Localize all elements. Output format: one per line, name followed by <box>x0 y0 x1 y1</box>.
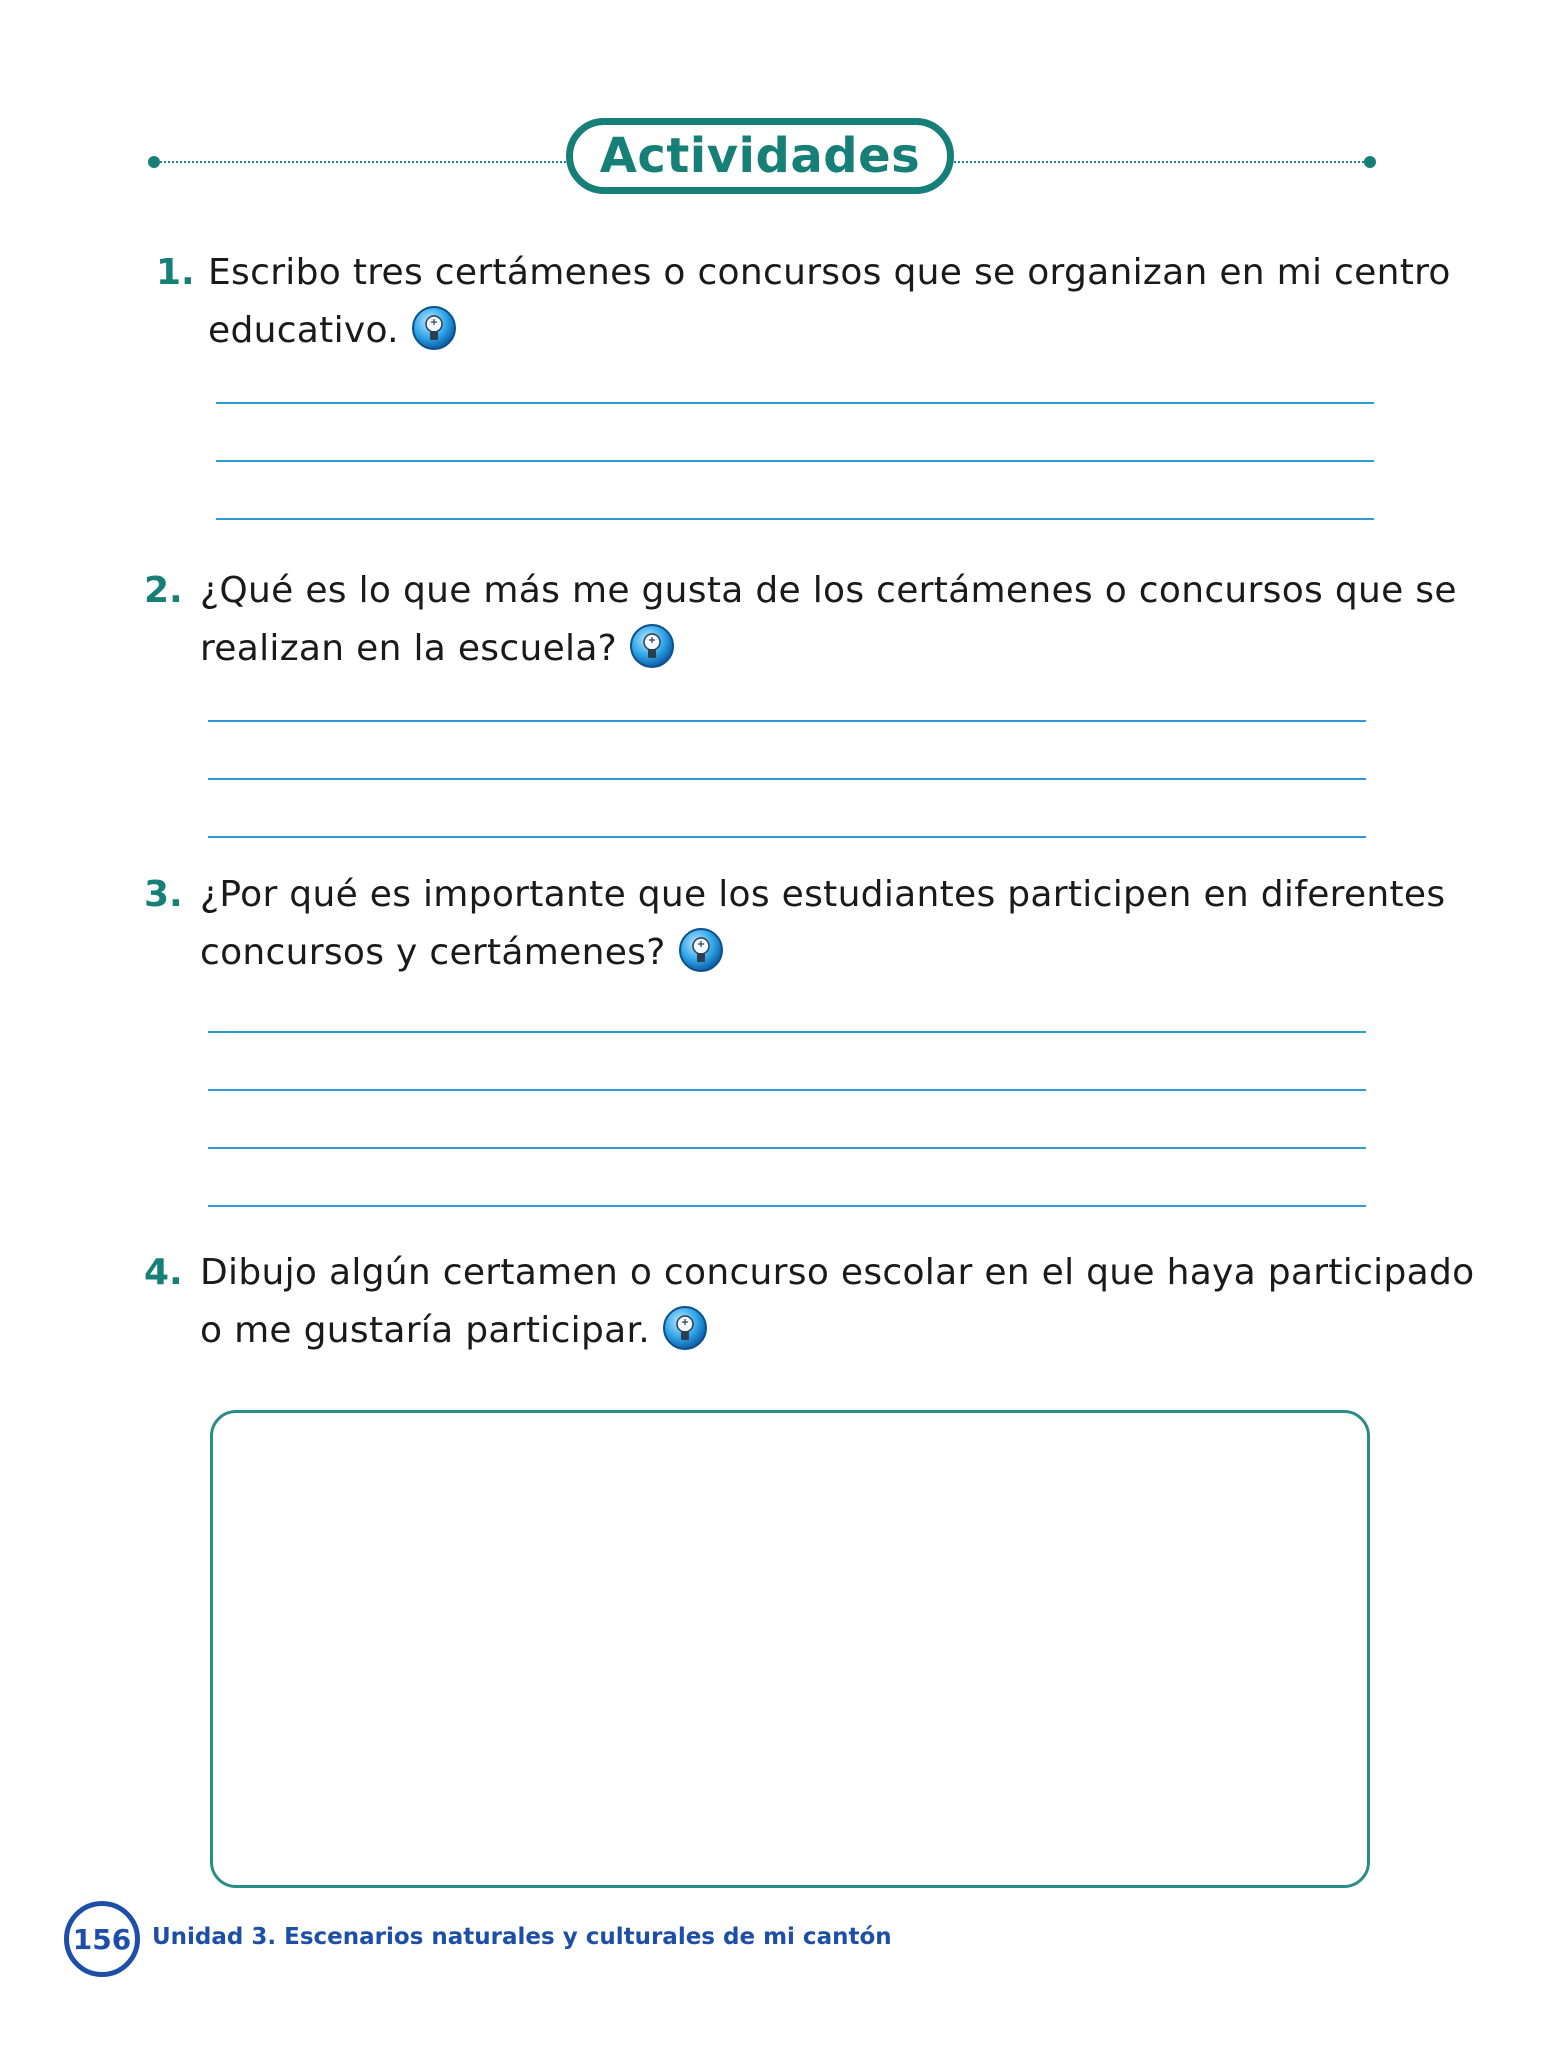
page-number: 156 <box>72 1922 132 1956</box>
question-4-line-2: o me gustaría participar. <box>200 1310 651 1351</box>
answer-line[interactable] <box>216 402 1374 404</box>
drawing-area[interactable] <box>210 1410 1370 1888</box>
header-dot-right <box>1364 156 1376 168</box>
question-1-line-2: educativo. <box>208 310 399 351</box>
question-1-number: 1. <box>156 252 195 293</box>
answer-line[interactable] <box>208 720 1366 722</box>
question-3-number: 3. <box>144 874 183 915</box>
question-2-number: 2. <box>144 570 183 611</box>
header-dot-left <box>148 156 160 168</box>
header-dotted-rule-right <box>950 161 1364 163</box>
answer-line[interactable] <box>208 778 1366 780</box>
answer-line[interactable] <box>208 1205 1366 1207</box>
question-4-text <box>200 1244 1474 1360</box>
lightbulb-icon <box>629 623 675 669</box>
question-3-text <box>200 866 1445 982</box>
question-2-line-2: realizan en la escuela? <box>200 628 618 669</box>
question-2-line-1: ¿Qué es lo que más me gusta de los certámenes o concursos que se <box>200 570 1457 611</box>
question-3-line-2: concursos y certámenes? <box>200 932 666 973</box>
section-title: Actividades <box>599 128 921 184</box>
answer-line[interactable] <box>208 1089 1366 1091</box>
question-1-text <box>208 244 1451 360</box>
lightbulb-icon <box>678 927 724 973</box>
header-dotted-rule-left <box>160 161 570 163</box>
lightbulb-icon <box>662 1305 708 1351</box>
page-number-badge <box>64 1901 140 1977</box>
answer-line[interactable] <box>216 460 1374 462</box>
question-2-text <box>200 562 1457 678</box>
question-3-line-1: ¿Por qué es importante que los estudiantes participen en diferentes <box>200 874 1446 915</box>
question-1-line-1: Escribo tres certámenes o concursos que se organizan en mi centro <box>208 252 1451 293</box>
question-4-number: 4. <box>144 1252 183 1293</box>
question-4-line-1: Dibujo algún certamen o concurso escolar en el que haya participado <box>200 1252 1475 1293</box>
lightbulb-icon <box>411 305 457 351</box>
section-title-badge <box>566 118 954 194</box>
answer-line[interactable] <box>208 1147 1366 1149</box>
unit-title: Unidad 3. Escenarios naturales y culturales de mi cantón <box>152 1924 892 1950</box>
answer-line[interactable] <box>208 1031 1366 1033</box>
answer-line[interactable] <box>208 836 1366 838</box>
answer-line[interactable] <box>216 518 1374 520</box>
